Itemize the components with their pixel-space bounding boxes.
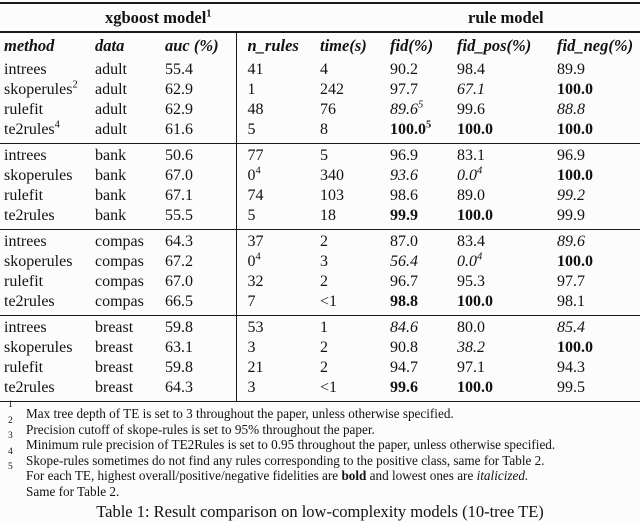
group-header-row	[0, 3, 640, 32]
footnote-text: For each TE, highest overall/positive/negative fidelities are	[26, 468, 342, 483]
table-row	[0, 120, 640, 144]
cell-data: bank	[95, 187, 127, 204]
footnote-text: Max tree depth of TE is set to 3 throughout the paper, unless otherwise specified.	[26, 406, 454, 421]
dataset-block-adult	[0, 58, 640, 144]
footnote-text: and lowest ones are	[366, 468, 477, 483]
cell-time: 1	[320, 319, 328, 336]
cell-method: intrees	[4, 61, 47, 78]
cell-time: 5	[320, 147, 328, 164]
cell-n_rules: 7	[236, 292, 320, 316]
cell-data: breast	[95, 339, 134, 356]
cell-fid_pos: 97.1	[457, 359, 485, 376]
cell-auc: 67.0	[165, 167, 193, 184]
column-header-fid-neg: fid_neg(%)	[557, 35, 634, 55]
cell-n_rules: 48	[236, 100, 320, 120]
cell-fid_neg: 94.3	[557, 359, 585, 376]
cell-time: 2	[320, 359, 328, 376]
dataset-block-bank	[0, 144, 640, 230]
cell-method: intrees	[4, 319, 47, 336]
cell-auc: 55.4	[165, 61, 193, 78]
cell-fid_pos: 100.0	[457, 293, 493, 310]
column-header-auc: auc (%)	[165, 35, 219, 55]
cell-fid_neg: 98.1	[557, 293, 585, 310]
footnote-3: 3 Minimum rule precision of TE2Rules is set to 0.95 throughout the paper, unless otherwise specified.	[8, 431, 556, 452]
footnote-5-continuation: Same for Table 2.	[26, 483, 120, 499]
table-caption: Table 1: Result comparison on low-complexity models (10-tree TE)	[96, 502, 544, 521]
footnote-ref: 4	[255, 165, 261, 177]
cell-n_rules: 74	[236, 186, 320, 206]
cell-fid: 96.7	[390, 273, 418, 290]
cell-data: bank	[95, 147, 127, 164]
column-header-data: data	[95, 35, 125, 55]
cell-auc: 62.9	[165, 101, 193, 118]
cell-data: breast	[95, 319, 134, 336]
footnote-4: 4 Skope-rules sometimes do not find any rules corresponding to the positive class, same for Table 2.	[8, 446, 545, 468]
cell-n_rules: 5	[236, 120, 320, 144]
cell-data: breast	[95, 379, 134, 396]
cell-method: te2rules	[4, 379, 55, 396]
cell-n_rules: 41	[236, 58, 320, 80]
cell-fid: 90.8	[390, 339, 418, 356]
table-row	[0, 144, 640, 167]
cell-fid_neg: 85.4	[557, 319, 585, 336]
cell-fid: 87.0	[390, 233, 418, 250]
footnote-ref: 4	[54, 119, 60, 131]
cell-fid: 98.6	[390, 187, 418, 204]
paper-table-figure	[0, 2, 640, 522]
cell-data: compas	[95, 273, 144, 290]
cell-fid_pos: 67.1	[457, 81, 485, 98]
cell-fid: 90.2	[390, 61, 418, 78]
cell-data: bank	[95, 207, 127, 224]
cell-data: adult	[95, 61, 127, 78]
cell-fid: 100.0$^5$	[390, 119, 432, 138]
cell-fid: 96.9	[390, 147, 418, 164]
footnote-5: 5 For each TE, highest overall/positive/negative fidelities are bold and lowest ones are italicized.	[8, 462, 529, 483]
cell-fid_pos: 89.0	[457, 187, 485, 204]
cell-fid_pos: 99.6	[457, 101, 485, 118]
cell-time: 4	[320, 61, 328, 78]
group-header-label: xgboost model	[105, 7, 207, 27]
cell-method: skoperules	[4, 339, 73, 356]
footnotes	[0, 402, 640, 499]
cell-data: adult	[95, 101, 127, 118]
cell-auc: 59.8	[165, 359, 193, 376]
cell-data: adult	[95, 121, 127, 138]
cell-fid_neg: 99.9	[557, 207, 585, 224]
group-header-xgboost-model	[0, 3, 236, 32]
cell-auc: 67.2	[165, 253, 193, 270]
cell-fid_neg: 100.0	[557, 81, 593, 98]
cell-fid_neg: 100.0	[557, 167, 593, 184]
cell-time: 103	[320, 187, 344, 204]
column-header-method: method	[4, 35, 55, 55]
cell-auc: 67.0	[165, 273, 193, 290]
cell-auc: 63.1	[165, 339, 193, 356]
cell-method: te2rules	[4, 207, 55, 224]
cell-time: 76	[320, 101, 336, 118]
table-row	[0, 58, 640, 80]
cell-auc: 66.5	[165, 293, 193, 310]
cell-fid_neg: 100.0	[557, 253, 593, 270]
cell-time: 340	[320, 167, 344, 184]
dataset-block-breast	[0, 316, 640, 402]
cell-fid_neg: 88.8	[557, 101, 585, 118]
cell-auc: 62.9	[165, 81, 193, 98]
table-row	[0, 292, 640, 316]
cell-method: rulefit	[4, 273, 44, 290]
cell-fid: 98.8	[390, 293, 418, 310]
group-header-rule-model	[236, 3, 640, 32]
footnote-2: 2 Precision cutoff of skope-rules is set to 95% throughout the paper.	[8, 415, 375, 437]
cell-time: 2	[320, 339, 328, 356]
cell-n_rules: 53	[236, 316, 320, 339]
cell-fid_pos: 80.0	[457, 319, 485, 336]
cell-data: compas	[95, 253, 144, 270]
cell-fid_pos: 100.0	[457, 121, 493, 138]
cell-fid_pos: 100.0	[457, 207, 493, 224]
cell-fid: 99.6	[390, 379, 418, 396]
cell-fid_pos: $0.0^4$	[457, 165, 483, 184]
cell-fid_pos: 98.4	[457, 61, 485, 78]
cell-auc: 64.3	[165, 233, 193, 250]
cell-time: <1	[320, 379, 338, 396]
footnote-text: bold	[341, 468, 367, 483]
footnote-ref: 4	[255, 251, 261, 263]
cell-n_rules: 5	[236, 206, 320, 230]
cell-fid_pos: $0.0^4$	[457, 251, 483, 270]
cell-data: adult	[95, 81, 127, 98]
cell-time: 3	[320, 253, 328, 270]
column-header-row	[0, 32, 640, 58]
cell-fid: 84.6	[390, 319, 418, 336]
results-table	[0, 2, 640, 402]
table-row	[0, 378, 640, 402]
footnote-text: italicized.	[476, 468, 529, 483]
cell-fid_neg: 99.2	[557, 187, 585, 204]
cell-fid_neg: 89.9	[557, 61, 585, 78]
cell-n_rules: 37	[236, 230, 320, 253]
cell-method: rulefit	[4, 359, 44, 376]
cell-fid: 93.6	[390, 167, 418, 184]
cell-method: intrees	[4, 233, 47, 250]
cell-time: 8	[320, 121, 328, 138]
cell-fid_neg: 100.0	[557, 339, 593, 356]
table-row	[0, 80, 640, 100]
cell-fid: 56.4	[390, 253, 418, 270]
cell-auc: 59.8	[165, 319, 193, 336]
cell-n_rules: $0^4$	[236, 252, 320, 272]
cell-time: 2	[320, 273, 328, 290]
footnote-text: Precision cutoff of skope-rules is set to 95% throughout the paper.	[26, 421, 375, 437]
cell-data: breast	[95, 359, 134, 376]
cell-time: 242	[320, 81, 344, 98]
table-row	[0, 316, 640, 339]
column-header-n-rules: n_rules	[236, 32, 320, 58]
table-row	[0, 358, 640, 378]
cell-method: rulefit	[4, 101, 44, 118]
column-header-time: time(s)	[320, 35, 367, 55]
footnote-ref: 4	[477, 165, 483, 177]
cell-auc: 50.6	[165, 147, 193, 164]
cell-fid_pos: 95.3	[457, 273, 485, 290]
cell-n_rules: 1	[236, 80, 320, 100]
cell-fid: 97.7	[390, 81, 418, 98]
cell-auc: 67.1	[165, 187, 193, 204]
table-row	[0, 186, 640, 206]
cell-data: bank	[95, 167, 127, 184]
cell-n_rules: 3	[236, 338, 320, 358]
footnote-ref: 2	[72, 79, 78, 91]
footnote-ref: 4	[477, 251, 483, 263]
cell-method: skoperules	[4, 253, 73, 270]
cell-fid_pos: 100.0	[457, 379, 493, 396]
cell-method: te2rules	[4, 293, 55, 310]
cell-fid_pos: 38.2	[457, 339, 485, 356]
cell-data: compas	[95, 233, 144, 250]
cell-n_rules: 21	[236, 358, 320, 378]
cell-method: skoperules$^2$	[4, 79, 78, 98]
footnote-1: 1 Max tree depth of TE is set to 3 throughout the paper, unless otherwise specified.	[8, 400, 454, 421]
cell-n_rules: $0^4$	[236, 166, 320, 186]
table-row	[0, 272, 640, 292]
table-row	[0, 206, 640, 230]
cell-auc: 61.6	[165, 121, 193, 138]
cell-n_rules: 77	[236, 144, 320, 167]
table-row	[0, 100, 640, 120]
cell-n_rules: 3	[236, 378, 320, 402]
column-header-fid-pos: fid_pos(%)	[457, 35, 532, 55]
cell-fid_neg: 97.7	[557, 273, 585, 290]
cell-method: intrees	[4, 147, 47, 164]
cell-time: 18	[320, 207, 336, 224]
cell-fid: 99.9	[390, 207, 418, 224]
cell-method: rulefit	[4, 187, 44, 204]
cell-fid: 94.7	[390, 359, 418, 376]
cell-method: te2rules$^4$	[4, 119, 60, 138]
dataset-block-compas	[0, 230, 640, 316]
column-header-fid: fid(%)	[390, 35, 434, 55]
cell-time: 2	[320, 233, 328, 250]
footnote-ref: 5	[418, 99, 424, 111]
table-header	[0, 3, 640, 58]
footnote-text: Minimum rule precision of TE2Rules is set to 0.95 throughout the paper, unless otherwise specified.	[26, 437, 556, 452]
table-row	[0, 230, 640, 253]
cell-fid_pos: 83.1	[457, 147, 485, 164]
cell-fid_neg: 96.9	[557, 147, 585, 164]
cell-fid_neg: 99.5	[557, 379, 585, 396]
cell-fid_neg: 89.6	[557, 233, 585, 250]
footnote-ref: 1	[206, 8, 212, 19]
cell-fid_pos: 83.4	[457, 233, 485, 250]
table-row	[0, 252, 640, 272]
table-row	[0, 166, 640, 186]
cell-auc: 55.5	[165, 207, 193, 224]
cell-fid_neg: 100.0	[557, 121, 593, 138]
footnote-ref: 5	[426, 119, 432, 131]
footnote-text: Skope-rules sometimes do not find any rules corresponding to the positive class, same for Table 2.	[26, 452, 545, 468]
group-header-label: rule model	[468, 7, 544, 27]
table-row	[0, 338, 640, 358]
cell-n_rules: 32	[236, 272, 320, 292]
cell-data: compas	[95, 293, 144, 310]
cell-method: skoperules	[4, 167, 73, 184]
cell-fid: 89.6$^5$	[390, 99, 424, 118]
cell-time: <1	[320, 293, 338, 310]
cell-auc: 64.3	[165, 379, 193, 396]
